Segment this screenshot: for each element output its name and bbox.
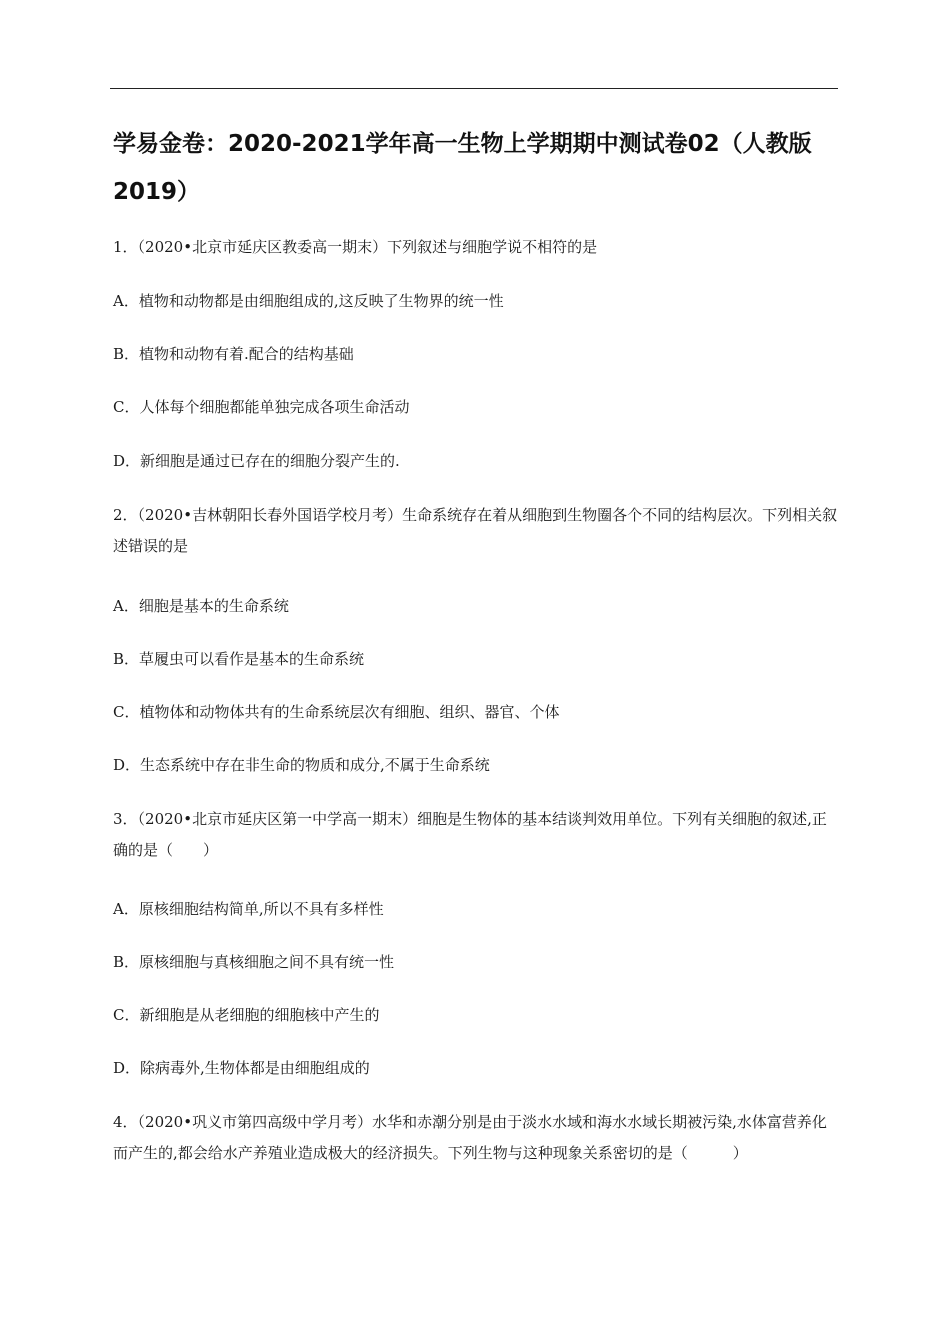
question-1-option-d: D．新细胞是通过已存在的细胞分裂产生的. bbox=[113, 452, 400, 470]
question-2-stem: 2．（2020•吉林朝阳长春外国语学校月考）生命系统存在着从细胞到生物圈各个不同的结构层次。下列相关叙述错误的是 bbox=[113, 506, 838, 555]
question-3-option-b: B．原核细胞与真核细胞之间不具有统一性 bbox=[113, 953, 395, 971]
question-3-option-d: D．除病毒外,生物体都是由细胞组成的 bbox=[113, 1059, 370, 1077]
question-2-option-c: C．植物体和动物体共有的生命系统层次有细胞、组织、器官、个体 bbox=[113, 703, 560, 721]
question-2-option-b: B．草履虫可以看作是基本的生命系统 bbox=[113, 650, 365, 668]
question-2-option-d: D．生态系统中存在非生命的物质和成分,不属于生命系统 bbox=[113, 756, 490, 774]
question-1-option-b: B．植物和动物有着.配合的结构基础 bbox=[113, 345, 354, 363]
question-3-stem: 3．（2020•北京市延庆区第一中学高一期末）细胞是生物体的基本结谈判效用单位。下列有关细胞的叙述,正确的是（ ） bbox=[113, 810, 827, 859]
question-1-option-c: C．人体每个细胞都能单独完成各项生命活动 bbox=[113, 398, 410, 416]
question-3-option-c: C．新细胞是从老细胞的细胞核中产生的 bbox=[113, 1006, 380, 1024]
question-1-stem: 1．（2020•北京市延庆区教委高一期末）下列叙述与细胞学说不相符的是 bbox=[113, 238, 598, 256]
question-2-option-a: A．细胞是基本的生命系统 bbox=[113, 597, 289, 615]
question-3-option-a: A．原核细胞结构简单,所以不具有多样性 bbox=[113, 900, 384, 918]
question-4-stem: 4．（2020•巩义市第四高级中学月考）水华和赤潮分别是由于淡水水域和海水水域长期被污染,水体富营养化而产生的,都会给水产养殖业造成极大的经济损失。下列生物与这种现象关系密切的是（ ） bbox=[113, 1113, 827, 1162]
header-rule bbox=[110, 88, 838, 89]
question-1-option-a: A．植物和动物都是由细胞组成的,这反映了生物界的统一性 bbox=[113, 292, 504, 310]
document-title: 学易金卷：2020-2021学年高一生物上学期期中测试卷02（人教版2019） bbox=[113, 131, 812, 205]
